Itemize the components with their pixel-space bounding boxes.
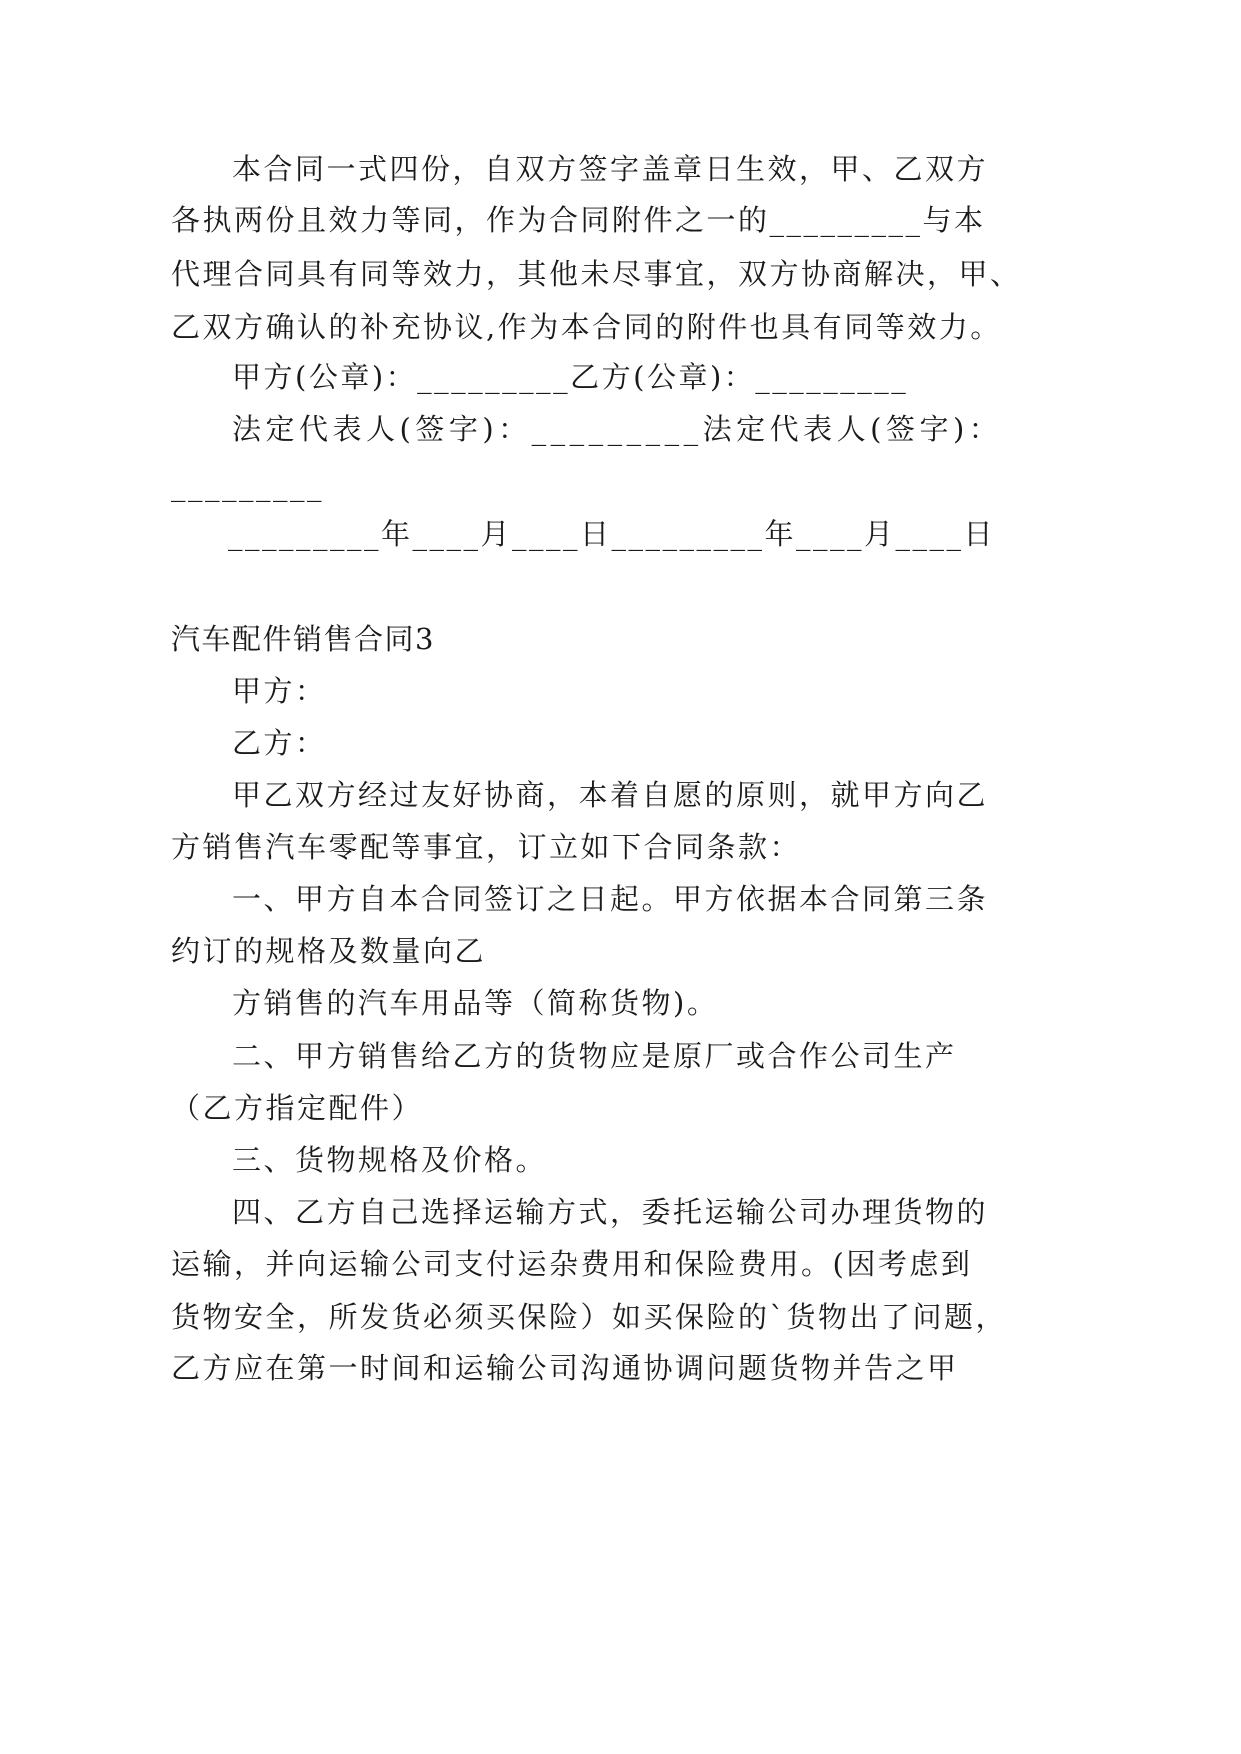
paragraph-line: 代理合同具有同等效力，其他未尽事宜，双方协商解决，甲、 [171,257,1022,291]
paragraph-line: 乙双方确认的补充协议,作为本合同的附件也具有同等效力。 [171,310,1002,344]
party-a-label: 甲方： [232,674,327,708]
clause-1-line: 方销售的汽车用品等（简称货物)。 [232,986,719,1020]
clause-2-line: 二、甲方销售给乙方的货物应是原厂或合作公司生产 [232,1039,957,1073]
clause-4-line: 运输，并向运输公司支付运杂费用和保险费用。(因考虑到 [171,1247,973,1281]
clause-2-line: （乙方指定配件） [171,1091,424,1125]
seal-line: 甲方(公章)：_________乙方(公章)：_________ [232,360,909,394]
clause-1-line: 一、甲方自本合同签订之日起。甲方依据本合同第三条 [232,882,989,916]
clause-4-line: 货物安全，所发货必须买保险）如买保险的`货物出了问题， [171,1300,1008,1334]
clause-4-line: 乙方应在第一时间和运输公司沟通协调问题货物并告之甲 [171,1351,959,1385]
contract-title: 汽车配件销售合同3 [171,622,435,656]
representative-line: 法定代表人(签字)：_________法定代表人(签字)： [232,412,1003,446]
paragraph-line: 各执两份且效力等同，作为合同附件之一的_________与本 [171,203,986,237]
date-line: _________年____月____日_________年____月____日 [228,517,996,551]
clause-4-line: 四、乙方自己选择运输方式，委托运输公司办理货物的 [232,1195,989,1229]
clause-3: 三、货物规格及价格。 [232,1143,548,1177]
paragraph-line: 本合同一式四份，自双方签字盖章日生效，甲、乙双方 [232,152,989,186]
party-b-label: 乙方： [232,726,327,760]
clause-1-line: 约订的规格及数量向乙 [171,934,487,968]
intro-line: 甲乙双方经过友好协商，本着自愿的原则，就甲方向乙 [232,778,989,812]
representative-blank: _________ [171,468,324,502]
intro-line: 方销售汽车零配等事宜，订立如下合同条款： [171,830,802,864]
